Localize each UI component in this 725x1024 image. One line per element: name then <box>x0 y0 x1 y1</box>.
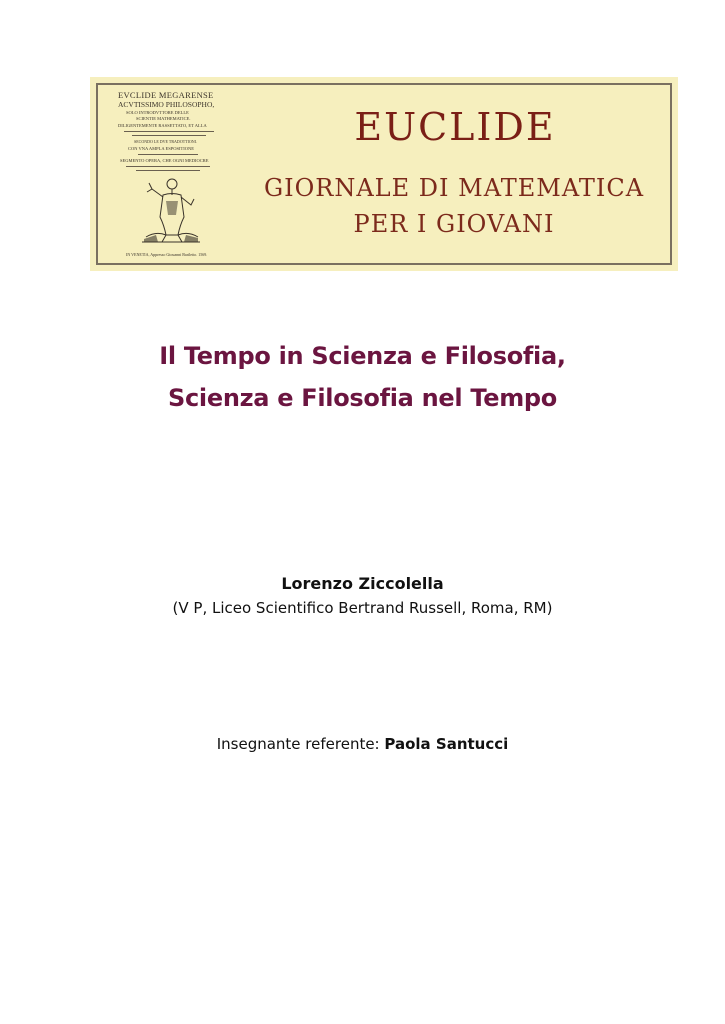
author-affiliation: (V P, Liceo Scientifico Bertrand Russell, Roma, RM) <box>172 599 553 617</box>
author-name: Lorenzo Ziccolella <box>281 574 444 593</box>
frontispiece-line: SEGMENTO OPERA, CHE OGNI MEDIOCRE <box>120 158 209 163</box>
frontispiece-rule <box>124 131 214 132</box>
frontispiece-line: CON VNA AMPLA ESPOSITIONE <box>128 146 195 151</box>
journal-subtitle-line2: PER I GIOVANI <box>353 210 555 238</box>
teacher-label: Insegnante referente: <box>216 735 385 753</box>
teacher-name: Paola Santucci <box>384 735 509 753</box>
document-title-line1: Il Tempo in Scienza e Filosofia, <box>159 342 566 370</box>
frontispiece-rule <box>132 135 206 136</box>
frontispiece-rule <box>136 170 200 171</box>
allegorical-figure-icon <box>136 175 206 245</box>
frontispiece-line: SECONDO LE DVE TRADOTTIONI. <box>134 139 198 144</box>
journal-title: EUCLIDE <box>354 105 556 149</box>
frontispiece-line: SOLO INTRODVTTORE DELLE <box>126 110 189 115</box>
frontispiece-line: EVCLIDE MEGARENSE <box>118 90 214 100</box>
frontispiece-line: IN VENETIA, Appresso Giouanni Bariletto. 1569. <box>126 252 208 257</box>
frontispiece-line: DILIGENTEMENTE RASSETTATO, ET ALLA <box>118 123 207 128</box>
frontispiece-rule <box>138 154 198 155</box>
document-title-line2: Scienza e Filosofia nel Tempo <box>168 384 557 412</box>
frontispiece-rule <box>126 166 210 167</box>
journal-subtitle-line1: GIORNALE DI MATEMATICA <box>263 174 645 202</box>
frontispiece-line: SCIENTIE MATHEMATICE. <box>136 116 191 121</box>
teacher-line <box>0 737 725 752</box>
frontispiece-image <box>118 87 222 263</box>
frontispiece-line: ACVTISSIMO PHILOSOPHO, <box>118 100 215 109</box>
